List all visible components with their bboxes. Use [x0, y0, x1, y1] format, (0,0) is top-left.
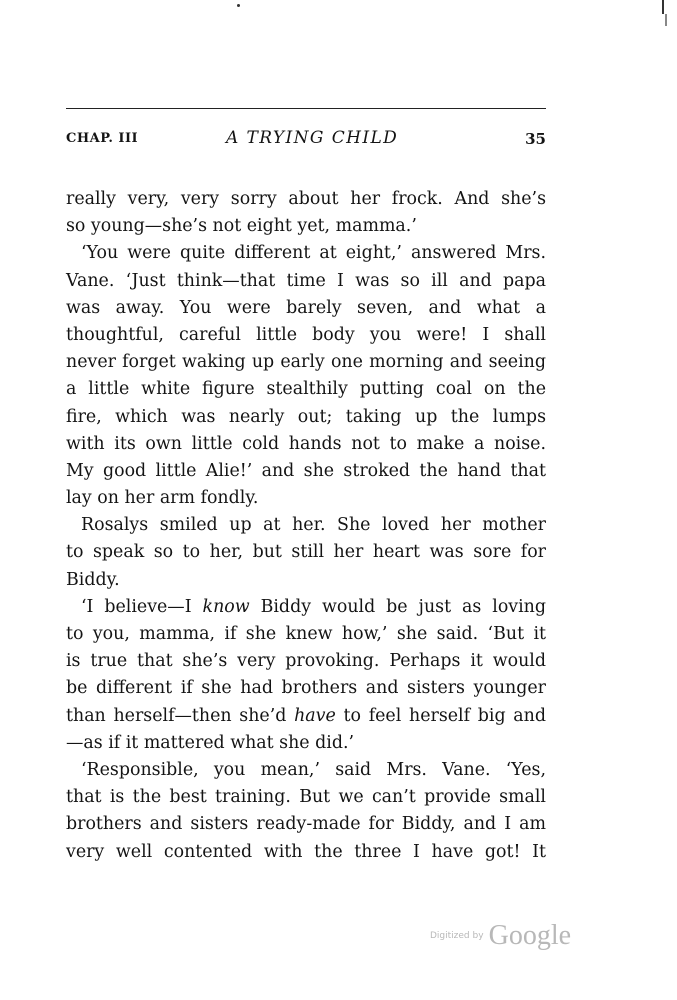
text-line: thoughtful, careful little body you were! I shall — [66, 324, 546, 345]
header-rule — [66, 108, 546, 109]
text-line: very well contented with the three I have got! It — [66, 841, 546, 862]
text-line: with its own little cold hands not to make a noise. — [66, 433, 546, 454]
body-text — [66, 186, 546, 866]
google-logo: Google — [488, 920, 572, 951]
text-line: ‘You were quite different at eight,’ answered Mrs. — [81, 243, 546, 264]
text-line: to speak so to her, but still her heart was sore for — [66, 542, 546, 563]
text-line: brothers and sisters ready-made for Biddy, and I am — [66, 814, 546, 835]
text-line: fire, which was nearly out; taking up the lumps — [66, 406, 546, 427]
text-line: Vane. ‘Just think—that time I was so ill and papa — [66, 270, 546, 291]
text-line: is true that she’s very provoking. Perhaps it would — [66, 651, 546, 672]
text-line — [66, 703, 546, 730]
text-segment: than herself—then she’d — [66, 705, 295, 726]
text-line: —as if it mattered what she did.’ — [66, 732, 355, 753]
text-line: lay on her arm fondly. — [66, 488, 259, 509]
text-line: never forget waking up early one morning and seeing — [66, 352, 546, 373]
text-segment: to feel herself big and — [335, 705, 547, 726]
digitized-watermark — [430, 920, 571, 954]
page-number: 35 — [525, 130, 546, 148]
text-line: be different if she had brothers and sisters younger — [66, 678, 546, 699]
text-segment: ‘I believe—I — [81, 596, 203, 617]
chapter-label: CHAP. III — [66, 131, 139, 146]
text-line: Rosalys smiled up at her. She loved her mother — [81, 515, 546, 536]
running-header — [66, 128, 546, 155]
print-speck — [665, 14, 667, 26]
print-speck — [237, 4, 240, 7]
text-line: ‘Responsible, you mean,’ said Mrs. Vane. ‘Yes, — [81, 759, 546, 780]
text-line: a little white figure stealthily putting coal on the — [66, 379, 546, 400]
text-line: to you, mamma, if she knew how,’ she said. ‘But it — [66, 624, 546, 644]
text-line: so young—she’s not eight yet, mamma.’ — [66, 216, 417, 237]
running-title: A TRYING CHILD — [226, 128, 399, 148]
digitized-by-label: Digitized by — [430, 931, 484, 941]
text-line: really very, very sorry about her frock. And she’s — [66, 189, 546, 209]
text-line: Biddy. — [66, 569, 120, 590]
text-line — [66, 594, 546, 621]
emphasized-word: know — [202, 596, 250, 617]
text-line: that is the best training. But we can’t provide small — [66, 787, 546, 808]
text-line: My good little Alie!’ and she stroked the hand that — [66, 460, 546, 481]
text-segment: Biddy would be just as loving — [249, 596, 547, 617]
emphasized-word: have — [294, 705, 336, 726]
print-speck — [662, 0, 664, 14]
text-line: was away. You were barely seven, and what a — [66, 297, 546, 318]
